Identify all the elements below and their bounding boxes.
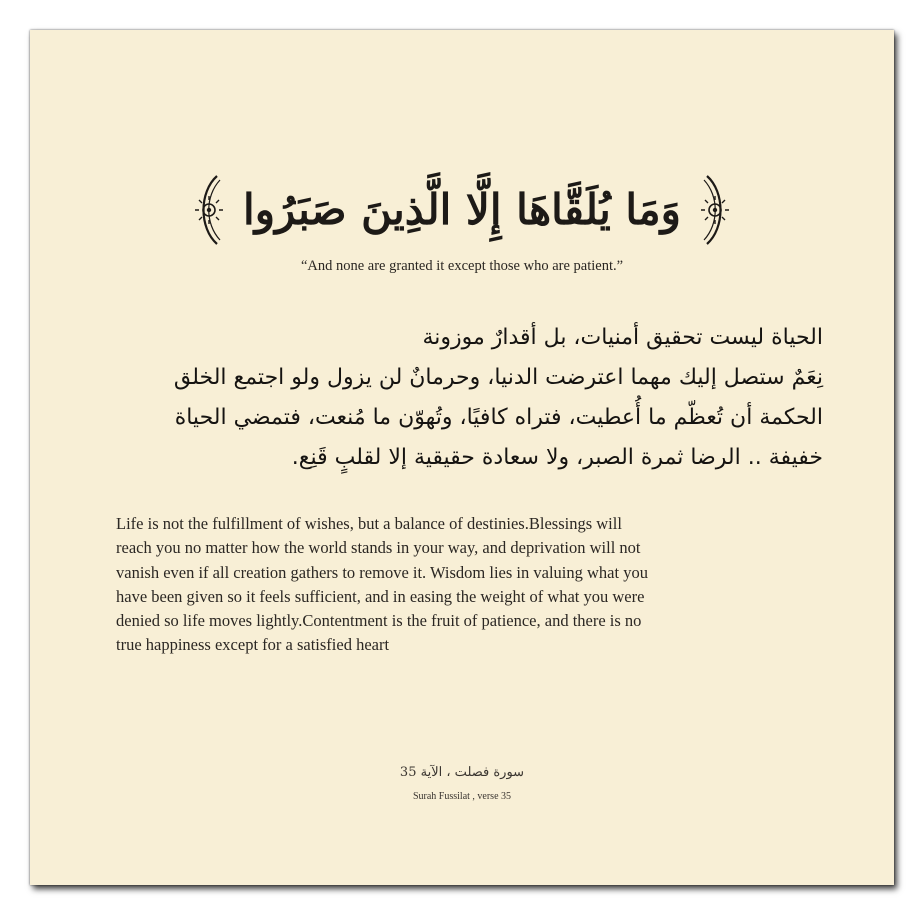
verse-english-translation: “And none are granted it except those who are patient.” [300, 258, 624, 274]
quote-card [30, 30, 894, 885]
verse-heading [30, 170, 894, 250]
source-arabic: سورة فصلت ، الآية 35 [399, 765, 525, 780]
verse-arabic-text: وَمَا يُلَقَّاهَا إِلَّا الَّذِينَ صَبَرُوا [243, 185, 681, 234]
english-reflection [116, 512, 716, 658]
arabic-reflection-line: الحياة ليست تحقيق أمنيات، بل أقدارٌ موزونة [422, 325, 823, 350]
arabic-reflection-line: نِعَمٌ ستصل إليك مهما اعترضت الدنيا، وحرمانٌ لن يزول ولو اجتمع الخلق [173, 365, 823, 390]
english-reflection-line: true happiness except for a satisfied heart [116, 635, 390, 655]
english-reflection-line: reach you no matter how the world stands in your way, and deprivation will not [116, 538, 641, 558]
right-floral-ornament-icon [695, 170, 735, 250]
arabic-reflection-line: الحكمة أن تُعظّم ما أُعطيت، فتراه كافيًا، وتُهوّن ما مُنعت، فتمضي الحياة [174, 405, 823, 430]
arabic-reflection [173, 318, 823, 478]
arabic-reflection-line: خفيفة .. الرضا ثمرة الصبر، ولا سعادة حقيقية إلا لقلبٍ قَنِع. [291, 445, 823, 470]
left-floral-ornament-icon [189, 170, 229, 250]
english-reflection-line: denied so life moves lightly.Contentment is the fruit of patience, and there is no [116, 611, 642, 631]
english-reflection-line: have been given so it feels sufficient, and in easing the weight of what you were [116, 586, 645, 606]
english-reflection-line: Life is not the fulfillment of wishes, but a balance of destinies.Blessings will [116, 514, 622, 533]
english-reflection-line: vanish even if all creation gathers to remove it. Wisdom lies in valuing what you [116, 562, 648, 582]
source-english: Surah Fussilat , verse 35 [412, 791, 512, 802]
